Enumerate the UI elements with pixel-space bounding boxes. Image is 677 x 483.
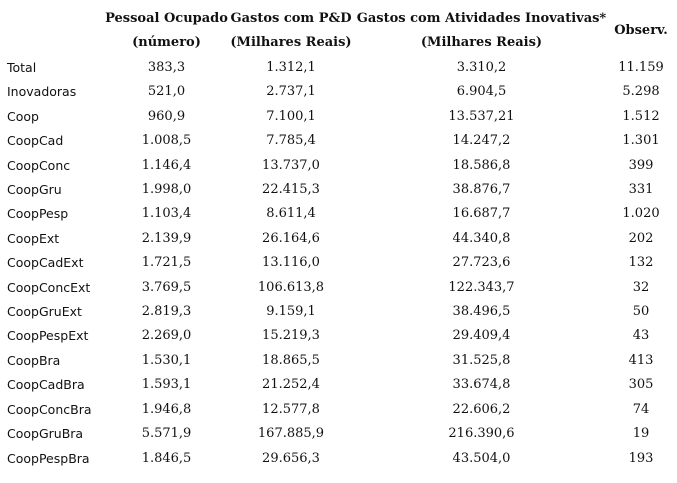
row-label: CoopConcBra [7, 401, 92, 417]
table-row [0, 398, 672, 422]
header-pessoal-line1: Pessoal Ocupado [105, 11, 228, 26]
table-row [0, 422, 672, 446]
cell-gastos-inovativas: 33.674,8 [452, 377, 511, 393]
table-row [0, 154, 672, 178]
cell-pessoal-ocupado: 1.008,5 [141, 133, 192, 149]
cell-observ: 331 [628, 182, 654, 198]
cell-pessoal-ocupado: 5.571,9 [141, 426, 192, 442]
table-row [0, 300, 672, 324]
table-body [0, 56, 672, 471]
table-row [0, 80, 672, 104]
cell-observ: 1.301 [622, 133, 660, 149]
cell-gastos-inovativas: 38.496,5 [452, 304, 511, 320]
cell-observ: 74 [632, 401, 650, 417]
cell-gastos-pd: 29.656,3 [262, 450, 320, 466]
cell-observ: 32 [632, 279, 650, 295]
header-pessoal-line2: (número) [132, 35, 201, 50]
cell-observ: 50 [632, 304, 650, 320]
row-label: CoopExt [7, 230, 60, 246]
cell-gastos-pd: 12.577,8 [262, 401, 320, 417]
cell-gastos-inovativas: 43.504,0 [452, 450, 511, 466]
statistics-table [0, 6, 672, 471]
row-label: CoopPesp [7, 206, 69, 222]
header-empty [0, 6, 104, 56]
cell-gastos-inovativas: 22.606,2 [452, 401, 511, 417]
header-pd-line2: (Milhares Reais) [230, 35, 352, 50]
cell-pessoal-ocupado: 2.139,9 [141, 230, 192, 246]
table-row [0, 178, 672, 202]
cell-gastos-pd: 9.159,1 [266, 304, 316, 320]
table-row [0, 324, 672, 348]
table-row [0, 251, 672, 275]
cell-gastos-pd: 7.100,1 [266, 108, 316, 124]
header-inov-line2: (Milhares Reais) [420, 35, 543, 50]
cell-pessoal-ocupado: 960,9 [147, 108, 186, 124]
header-row [0, 6, 672, 56]
cell-gastos-pd: 18.865,5 [262, 352, 320, 368]
cell-gastos-inovativas: 27.723,6 [452, 255, 511, 271]
cell-pessoal-ocupado: 3.769,5 [141, 279, 192, 295]
cell-pessoal-ocupado: 1.593,1 [141, 377, 192, 393]
cell-observ: 1.020 [622, 206, 660, 222]
cell-gastos-pd: 13.116,0 [262, 255, 320, 271]
row-label: CoopConc [7, 157, 71, 173]
cell-observ: 193 [628, 450, 654, 466]
cell-observ: 413 [628, 352, 654, 368]
table-row [0, 202, 672, 226]
cell-gastos-pd: 26.164,6 [262, 230, 320, 246]
cell-gastos-pd: 8.611,4 [266, 206, 316, 222]
table-row [0, 227, 672, 251]
row-label: Total [7, 60, 37, 75]
row-label: CoopPespExt [7, 328, 89, 344]
cell-gastos-inovativas: 3.310,2 [456, 60, 507, 75]
row-label: CoopCadBra [7, 377, 85, 393]
cell-observ: 1.512 [622, 108, 660, 124]
header-gastos-pd [229, 6, 353, 56]
row-label: Coop [7, 108, 39, 124]
cell-gastos-inovativas: 44.340,8 [452, 230, 511, 246]
table-row [0, 105, 672, 129]
cell-observ: 43 [632, 328, 650, 344]
row-label: CoopCadExt [7, 255, 84, 271]
table-row [0, 129, 672, 153]
cell-gastos-pd: 1.312,1 [266, 60, 316, 75]
cell-gastos-pd: 7.785,4 [266, 133, 316, 149]
cell-pessoal-ocupado: 1.846,5 [141, 450, 192, 466]
cell-gastos-pd: 15.219,3 [262, 328, 320, 344]
row-label: CoopGruExt [7, 304, 82, 320]
header-observ: Observ. [614, 23, 668, 38]
cell-pessoal-ocupado: 521,0 [147, 84, 186, 100]
header-pd-line1: Gastos com P&D [230, 11, 352, 26]
table-row [0, 447, 672, 471]
cell-gastos-inovativas: 29.409,4 [452, 328, 511, 344]
row-label: CoopGruBra [7, 426, 84, 442]
cell-gastos-pd: 106.613,8 [257, 279, 325, 295]
cell-observ: 5.298 [622, 84, 660, 100]
cell-observ: 11.159 [618, 60, 664, 75]
row-label: CoopGru [7, 182, 62, 198]
cell-gastos-pd: 2.737,1 [266, 84, 316, 100]
cell-gastos-pd: 167.885,9 [257, 426, 325, 442]
cell-observ: 399 [628, 157, 654, 173]
cell-pessoal-ocupado: 2.819,3 [141, 304, 192, 320]
cell-gastos-inovativas: 13.537,21 [448, 108, 515, 124]
cell-pessoal-ocupado: 1.946,8 [141, 401, 192, 417]
cell-pessoal-ocupado: 2.269,0 [141, 328, 192, 344]
header-pessoal-ocupado [104, 6, 229, 56]
row-label: CoopPespBra [7, 450, 90, 466]
cell-pessoal-ocupado: 1.146,4 [141, 157, 192, 173]
cell-observ: 132 [628, 255, 654, 271]
row-label: CoopConcExt [7, 279, 91, 295]
cell-gastos-inovativas: 31.525,8 [452, 352, 511, 368]
cell-gastos-inovativas: 122.343,7 [448, 279, 515, 295]
table-row [0, 56, 672, 80]
header-gastos-inovativas [353, 6, 610, 56]
cell-gastos-inovativas: 6.904,5 [456, 84, 507, 100]
cell-gastos-inovativas: 38.876,7 [452, 182, 511, 198]
cell-pessoal-ocupado: 1.721,5 [141, 255, 192, 271]
header-inov-line1: Gastos com Atividades Inovativas* [356, 11, 607, 26]
table-row [0, 373, 672, 397]
cell-gastos-inovativas: 216.390,6 [448, 426, 515, 442]
cell-gastos-inovativas: 14.247,2 [452, 133, 511, 149]
row-label: CoopBra [7, 352, 61, 368]
cell-gastos-pd: 13.737,0 [262, 157, 320, 173]
cell-observ: 19 [632, 426, 650, 442]
row-label: CoopCad [7, 133, 64, 149]
cell-gastos-inovativas: 16.687,7 [452, 206, 511, 222]
cell-observ: 202 [628, 230, 654, 246]
cell-gastos-inovativas: 18.586,8 [452, 157, 511, 173]
cell-pessoal-ocupado: 383,3 [147, 60, 186, 75]
table-row [0, 349, 672, 373]
table-row [0, 276, 672, 300]
row-label: Inovadoras [7, 84, 77, 100]
cell-pessoal-ocupado: 1.103,4 [141, 206, 192, 222]
cell-gastos-pd: 21.252,4 [262, 377, 320, 393]
cell-pessoal-ocupado: 1.530,1 [141, 352, 192, 368]
cell-gastos-pd: 22.415,3 [262, 182, 320, 198]
cell-pessoal-ocupado: 1.998,0 [141, 182, 192, 198]
cell-observ: 305 [628, 377, 654, 393]
